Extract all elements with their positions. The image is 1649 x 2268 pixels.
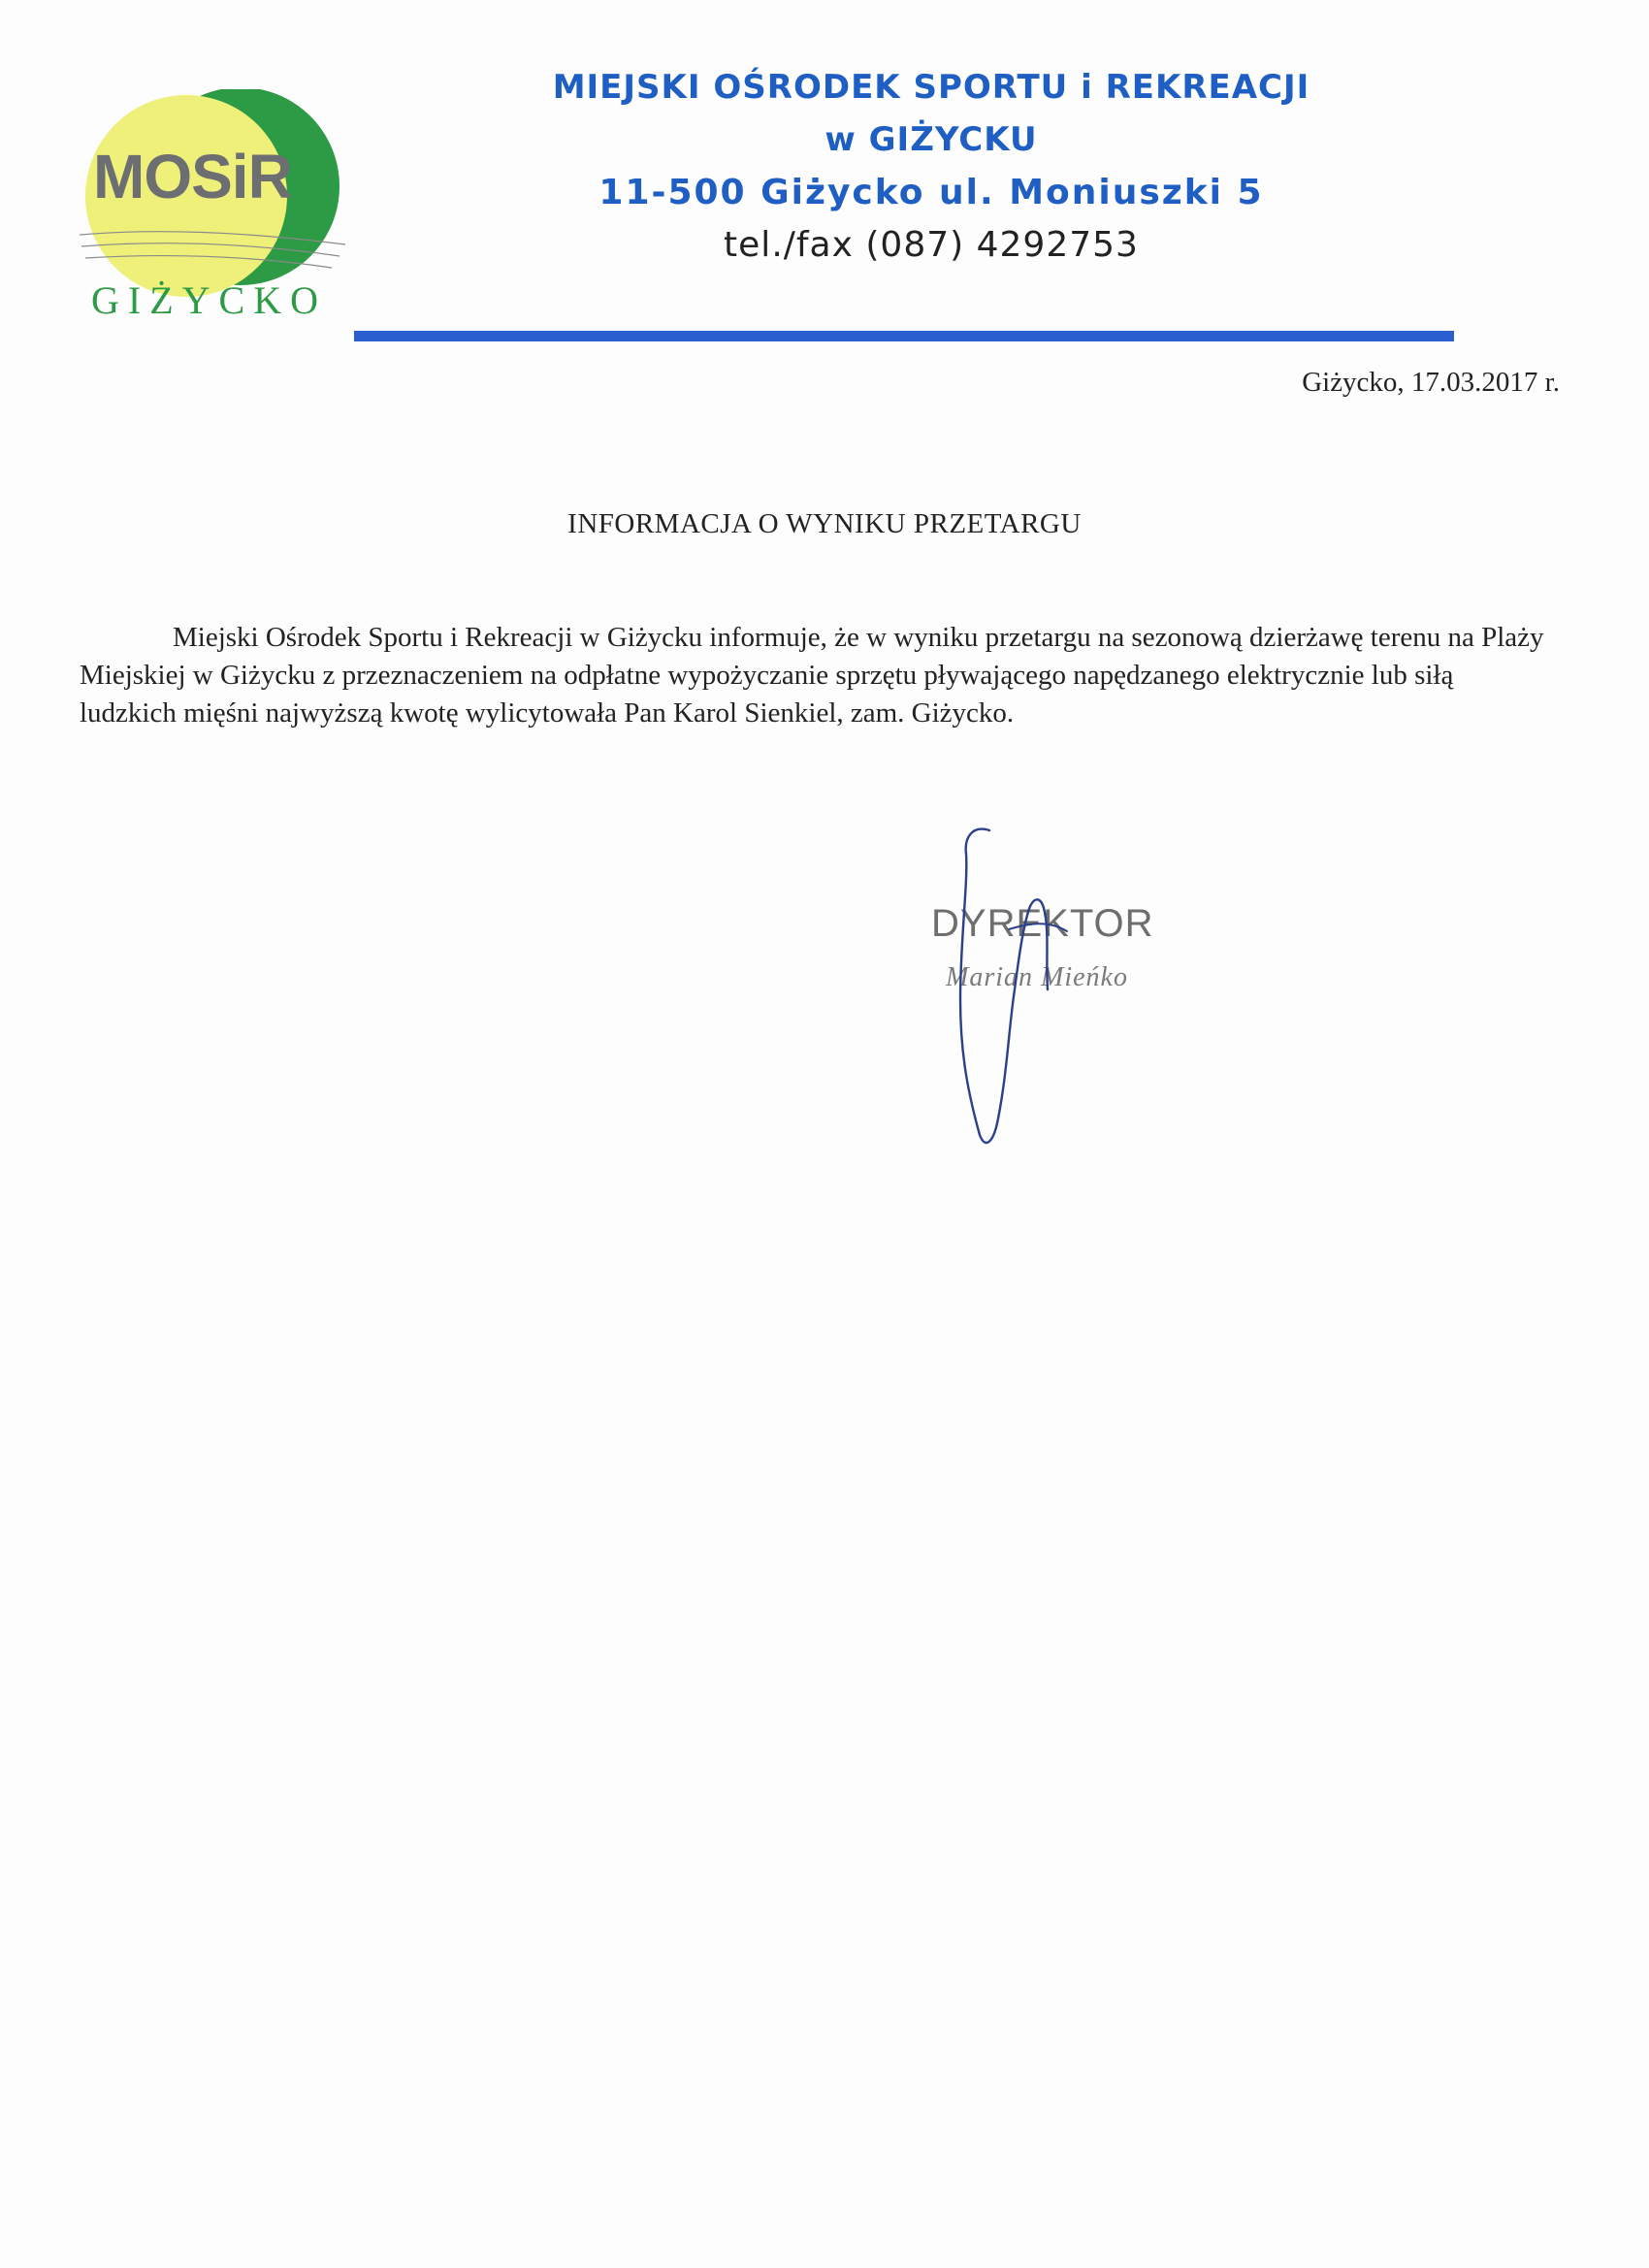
logo-city: GIŻYCKO [91,278,327,322]
stamp-title: DYREKTOR [931,902,1154,945]
letterhead-address: 11-500 Giżycko ul. Moniuszki 5 [598,173,1264,212]
stamp-name: Marian Mieńko [946,962,1128,992]
document-title: INFORMACJA O WYNIKU PRZETARGU [567,508,1082,539]
letterhead-phone: tel./fax (087) 4292753 [724,225,1139,265]
mosir-logo [78,89,369,341]
letterhead-institution: MIEJSKI OŚRODEK SPORTU i REKREACJI [552,68,1310,107]
document-body: Miejski Ośrodek Sportu i Rekreacji w Giżycku informuje, że w wyniku przetargu na sezonową dzierżawę terenu na Plaży Miejskiej w Giżycku z przeznaczeniem na odpłatne wypożyczanie sprzętu pływającego napędzanego elektrycznie lub siłą ludzkich mięśni najwyższą kwotę wylicytowała Pan Karol Sienkiel, zam. Giżycko. [80,622,1544,729]
letterhead-city: w GIŻYCKU [824,120,1038,159]
handwritten-signature [922,815,1183,1164]
letterhead-rule [354,331,1454,341]
document-date: Giżycko, 17.03.2017 r. [1302,367,1560,398]
logo-wordmark: MOSiR [93,142,292,211]
